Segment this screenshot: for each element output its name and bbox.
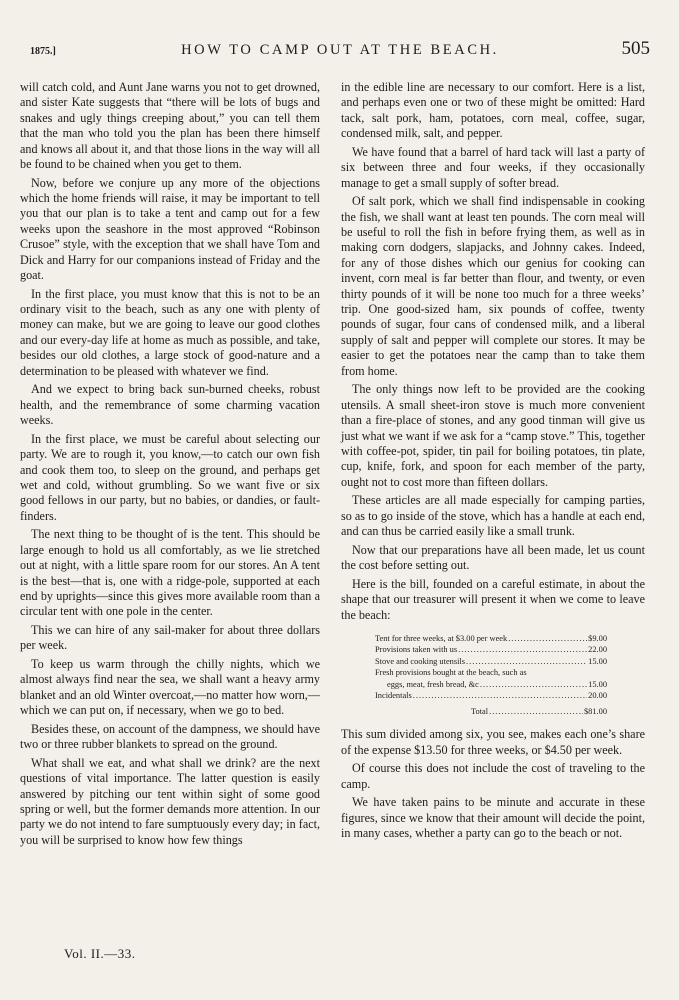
bill-total-label: Total bbox=[471, 706, 489, 716]
bill-row bbox=[375, 667, 607, 679]
paragraph: Now, before we conjure up any more of the objections which the home friends will raise, it may be important to tell you that our plan is to take a tent and camp out for a few weeks upon the seashore in the most approved “Robinson Crusoe” style, with the exception that we shall have Tom and Dick and Harry for our companions instead of Friday and the goat. bbox=[20, 175, 320, 283]
header-year: 1875.] bbox=[30, 46, 56, 57]
dot-leader bbox=[480, 679, 587, 691]
bill-row bbox=[375, 644, 607, 656]
bill-amount: 20.00 bbox=[588, 691, 607, 701]
paragraph: In the first place, you must know that this is not to be an ordinary visit to the beach, such as any one with plenty of money can make, but we are going to leave our good clothes and our every-day life at home as much as possible, and take, besides our old clothes, a large stock of good-nature and a determination to be pleased with whatever we find. bbox=[20, 286, 320, 378]
right-column bbox=[341, 80, 645, 845]
page-header bbox=[30, 38, 650, 68]
paragraph: Besides these, on account of the dampness, we should have two or three rubber blankets to spread on the ground. bbox=[20, 721, 320, 752]
paragraph: Here is the bill, founded on a careful estimate, in about the shape that our treasurer will present it when we come to leave the beach: bbox=[341, 576, 645, 622]
left-column bbox=[20, 80, 320, 851]
paragraph: We have taken pains to be minute and accurate in these figures, since we know that their amount will decide the point, in many cases, whether a party can go to the beach or not. bbox=[341, 795, 645, 841]
bill-amount: 22.00 bbox=[588, 645, 607, 655]
bill-row bbox=[375, 679, 607, 691]
paragraph: And we expect to bring back sun-burned cheeks, robust health, and the remembrance of some charming vacation weeks. bbox=[20, 382, 320, 428]
volume-signature: Vol. II.—33. bbox=[64, 946, 136, 961]
bill-amount: 15.00 bbox=[588, 679, 607, 689]
bill-row bbox=[375, 656, 607, 668]
dot-leader bbox=[458, 644, 587, 656]
bill-amount: 15.00 bbox=[588, 656, 607, 666]
paragraph: The only things now left to be provided are the cooking utensils. A small sheet-iron stove is much more convenient than a fire-place of stones, and any good tinman will give us just what we want if we ask for a “camp stove.” This, together with coffee-pot, spider, tin pail for boiling potatoes, tin plate, cup, knife, fork, and spoon for each member of the party, ought not to cost more than fifteen dollars. bbox=[341, 382, 645, 489]
paragraph: This sum divided among six, you see, makes each one’s share of the expense $13.50 for three weeks, or $4.50 per week. bbox=[341, 727, 645, 757]
expense-bill bbox=[341, 633, 607, 718]
paragraph: To keep us warm through the chilly nights, which we almost always find near the sea, we shall want a heavy army blanket and an old Winter overcoat,—no matter how worn,—which we can put on, if necessary, when we go to bed. bbox=[20, 656, 320, 718]
bill-item: Tent for three weeks, at $3.00 per week bbox=[375, 633, 508, 643]
bill-amount: $9.00 bbox=[588, 633, 607, 643]
dot-leader bbox=[489, 706, 583, 718]
bill-item: eggs, meat, fresh bread, &c bbox=[387, 679, 479, 689]
bill-item: Provisions taken with us bbox=[375, 645, 458, 655]
bill-total-row bbox=[375, 706, 607, 718]
bill-item: Fresh provisions bought at the beach, such as bbox=[375, 668, 527, 678]
dot-leader bbox=[466, 656, 587, 668]
bill-row bbox=[375, 633, 607, 645]
paragraph: Of salt pork, which we shall find indispensable in cooking the fish, we shall want at least ten pounds. The corn meal will be useful to roll the fish in before frying them, as well as in making corn dodgers, slapjacks, and Johnny cakes. Indeed, for any of those dishes which our genius for cooking can invent, corn meal is far better than flour, and twenty, or even thirty pounds of it will be none too much for a three weeks’ trip. One good-sized ham, six pounds of coffee, twenty pounds of sugar, four cans of condensed milk, and a liberal supply of salt and pepper will complete our stores. It may be easier to get the potatoes near the camp than to take them from home. bbox=[341, 194, 645, 378]
page-number: 505 bbox=[621, 38, 650, 59]
dot-leader bbox=[413, 690, 587, 702]
paragraph: This we can hire of any sail-maker for about three dollars per week. bbox=[20, 622, 320, 653]
paragraph: Of course this does not include the cost of traveling to the camp. bbox=[341, 761, 645, 791]
paragraph: What shall we eat, and what shall we drink? are the next questions of vital importance. The latter question is easily answered by pitching our tent within sight of some good spring or well, but the former demands more attention. In our party we do not intend to fare sumptuously every day; in fact, you will be surprised to know how few things bbox=[20, 755, 320, 847]
running-title: HOW TO CAMP OUT AT THE BEACH. bbox=[181, 42, 499, 58]
dot-leader bbox=[508, 633, 587, 645]
paragraph: Now that our preparations have all been made, let us count the cost before setting out. bbox=[341, 542, 645, 573]
bill-total-amount: $81.00 bbox=[583, 706, 607, 716]
bill-item: Stove and cooking utensils bbox=[375, 656, 466, 666]
paragraph: In the first place, we must be careful about selecting our party. We are to rough it, you know,—to catch our own fish and cook them too, to sleep on the ground, and perhaps get wet and cold, without grumbling. So we want five or six good fellows in our party, but no babies, or dandies, or fault-finders. bbox=[20, 431, 320, 523]
paragraph: The next thing to be thought of is the tent. This should be large enough to hold us all comfortably, as we lie stretched out at night, with a little spare room for our stores. An A tent is the best—that is, one with a ridge-pole, supported at each end by uprights—since this gives more available room than a circular tent with one pole in the center. bbox=[20, 527, 320, 619]
paragraph: We have found that a barrel of hard tack will last a party of six between three and four weeks, if they occasionally manage to get a small supply of softer bread. bbox=[341, 144, 645, 190]
bill-item: Incidentals bbox=[375, 691, 412, 701]
paragraph: will catch cold, and Aunt Jane warns you not to get drowned, and sister Kate suggests that “there will be lots of bugs and snakes and ugly things creeping about,” you can tell them that the man who told you the plan has been there himself and knows all about it, and that those lions in the way will all be found to be chained when you get to them. bbox=[20, 80, 320, 172]
paragraph: in the edible line are necessary to our comfort. Here is a list, and perhaps even one or two of these might be omitted: Hard tack, salt pork, ham, potatoes, corn meal, coffee, sugar, condensed milk, salt, and pepper. bbox=[341, 80, 645, 141]
paragraph: These articles are all made especially for camping parties, so as to go inside of the stove, which has a handle at each end, and can thus be carried easily like a small trunk. bbox=[341, 493, 645, 539]
bill-row bbox=[375, 690, 607, 702]
